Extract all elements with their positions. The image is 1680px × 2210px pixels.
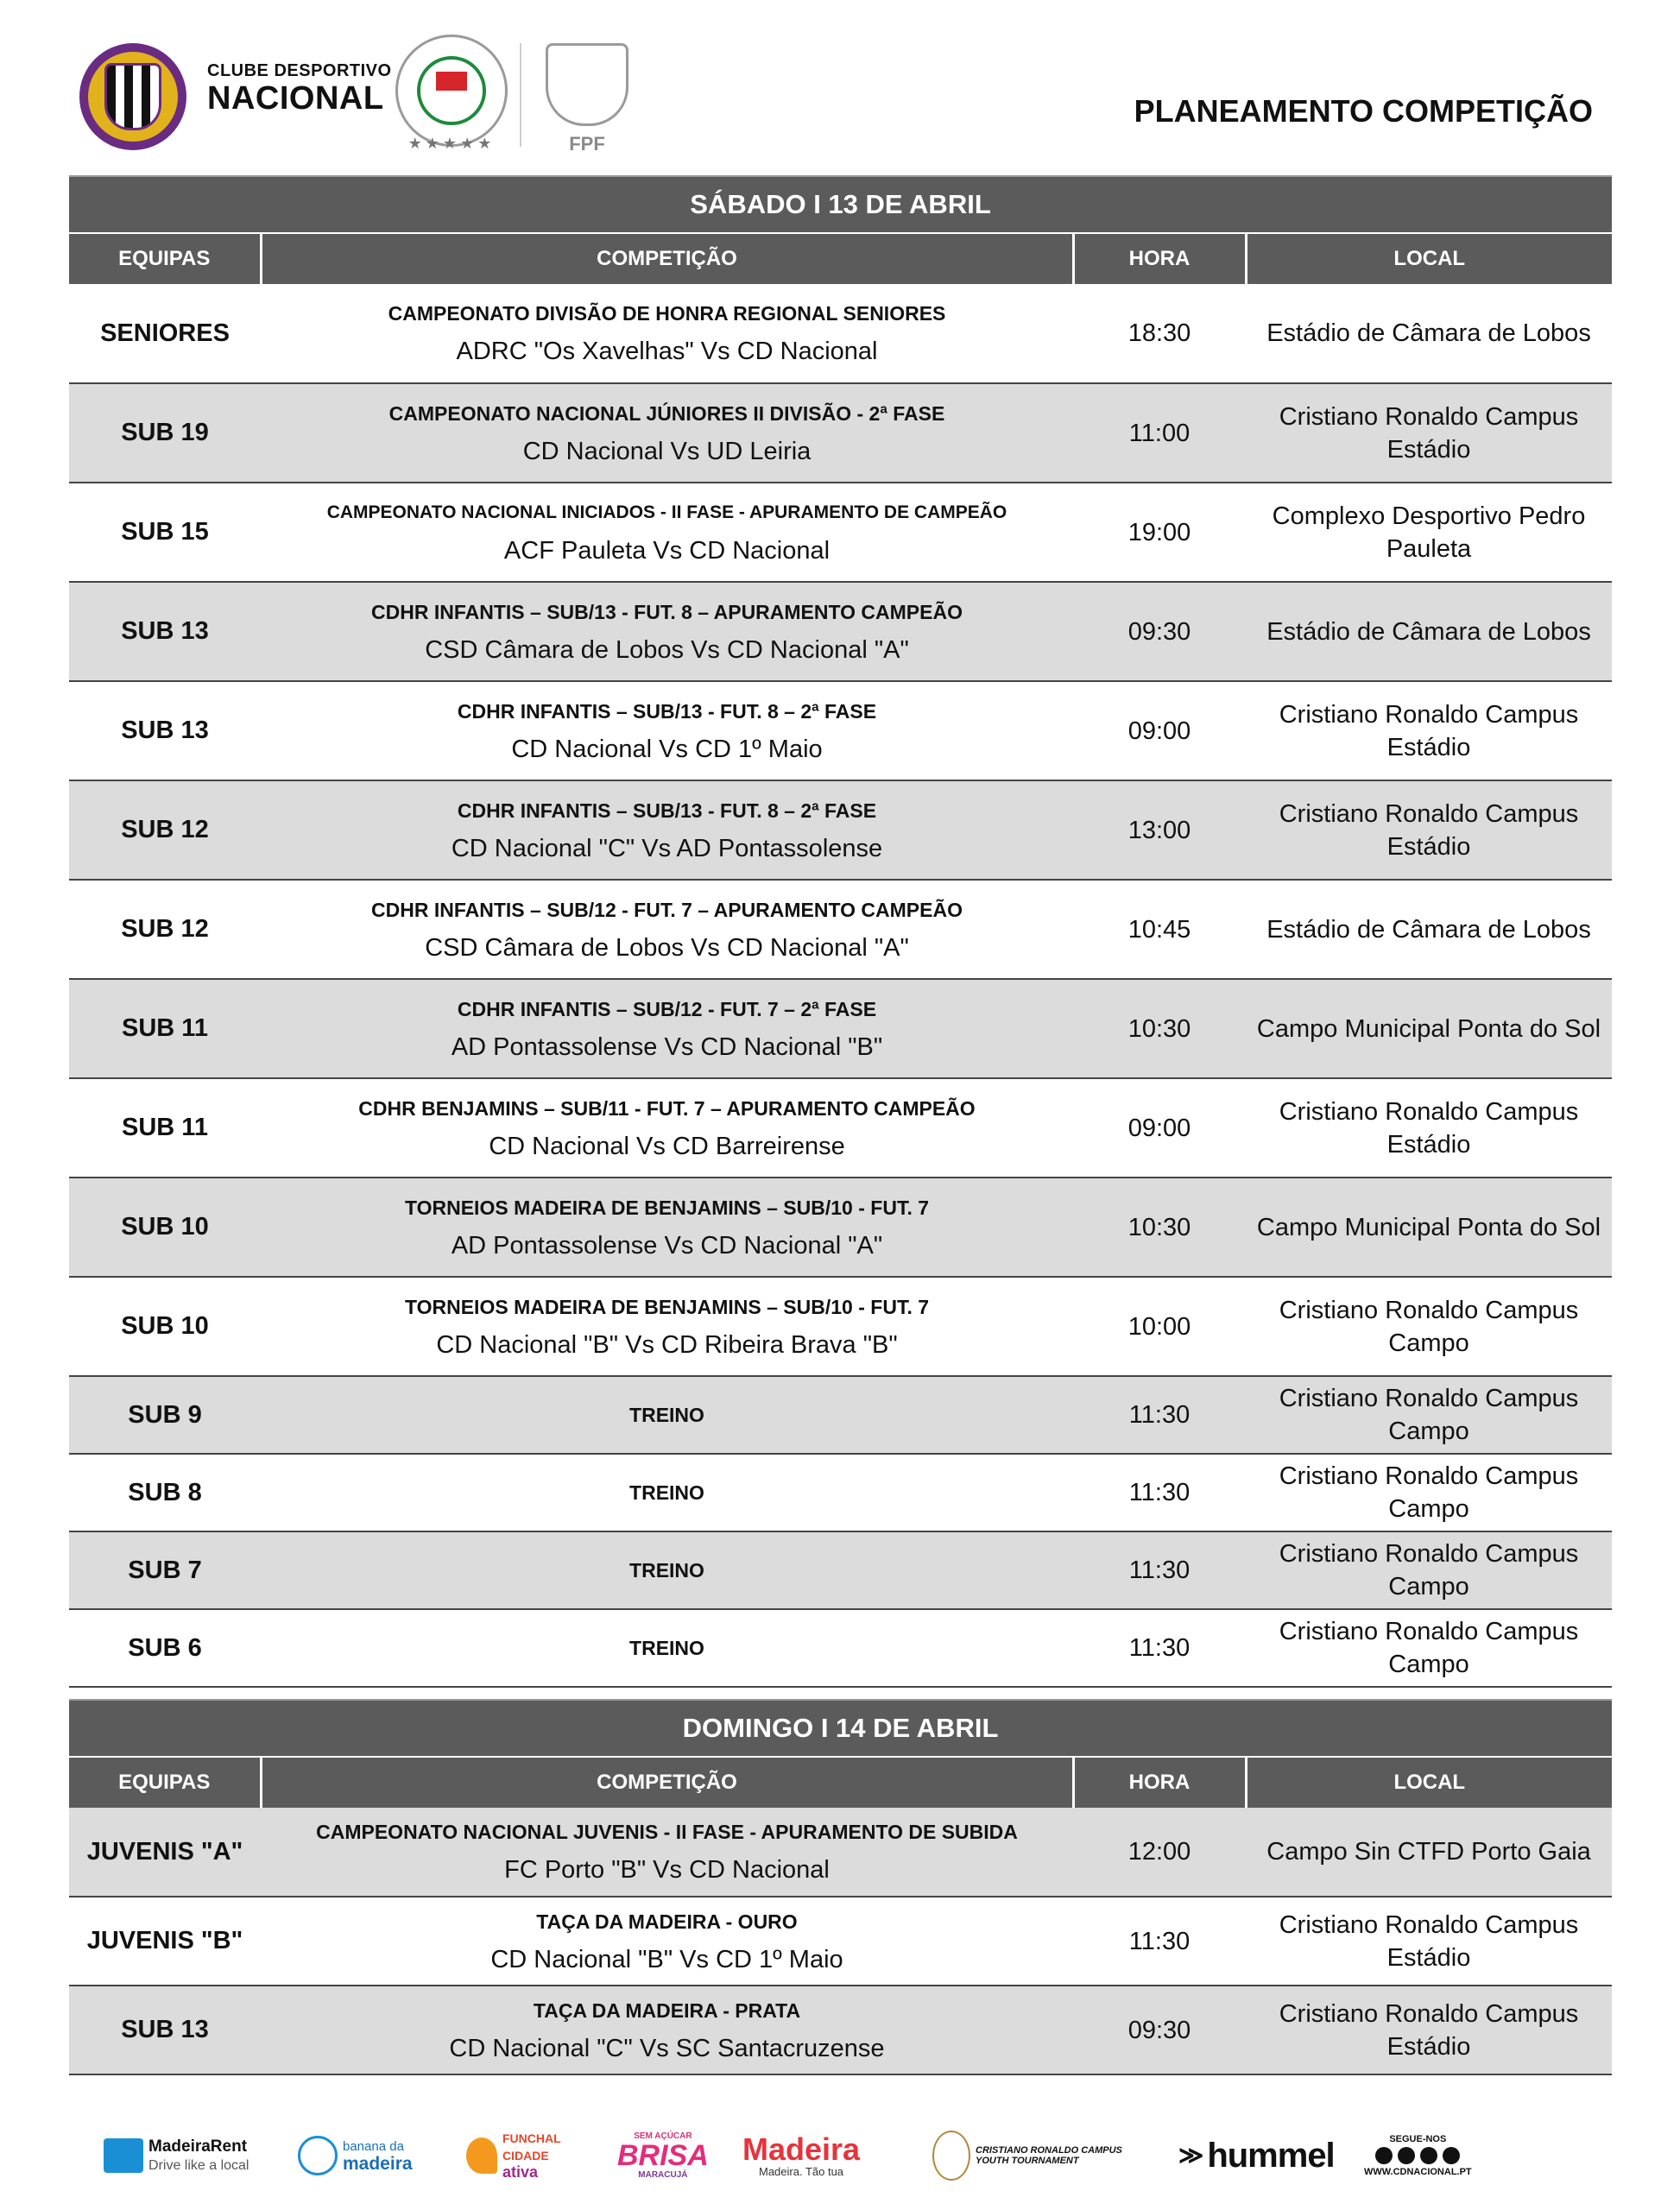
hour-cell: 09:00 — [1073, 1078, 1246, 1178]
match-fixture: CD Nacional "B" Vs CD Ribeira Brava "B" — [436, 1330, 898, 1359]
competition-title: CAMPEONATO NACIONAL JÚNIORES II DIVISÃO - 2ª FASE — [388, 401, 945, 425]
match-fixture: CSD Câmara de Lobos Vs CD Nacional "A" — [425, 635, 909, 664]
column-header-teams: EQUIPAS — [69, 1757, 261, 1808]
funchal-figure-icon — [466, 2137, 497, 2174]
table-row — [69, 582, 1612, 681]
team-cell: SUB 7 — [69, 1531, 261, 1609]
location-cell: Cristiano Ronaldo Campus Estádio — [1246, 1986, 1612, 2074]
match-fixture: AD Pontassolense Vs CD Nacional "A" — [451, 1231, 883, 1260]
match-fixture: CD Nacional Vs UD Leiria — [522, 437, 812, 465]
match-fixture: ACF Pauleta Vs CD Nacional — [503, 536, 831, 565]
madeira-tagline: Madeira. Tão tua — [759, 2164, 844, 2178]
hummel-logo: hummel — [1207, 2136, 1335, 2175]
banana-big: madeira — [343, 2154, 413, 2175]
competition-cell — [261, 1078, 1073, 1178]
team-cell: SUB 19 — [69, 383, 261, 483]
team-cell: SUB 15 — [69, 483, 261, 582]
competition-title: TREINO — [629, 1481, 704, 1504]
table-row — [69, 1078, 1612, 1178]
hour-cell: 11:30 — [1073, 1897, 1246, 1986]
hour-cell: 10:45 — [1073, 880, 1246, 979]
team-cell: SUB 13 — [69, 681, 261, 780]
location-cell: Cristiano Ronaldo Campus Estádio — [1246, 383, 1612, 483]
team-cell: SUB 6 — [69, 1609, 261, 1687]
match-fixture: CD Nacional "C" Vs SC Santacruzense — [449, 2034, 885, 2062]
team-cell: SUB 11 — [69, 1078, 261, 1178]
table-row — [69, 1609, 1612, 1687]
match-fixture: CSD Câmara de Lobos Vs CD Nacional "A" — [425, 933, 909, 962]
table-row — [69, 383, 1612, 483]
hour-cell: 11:30 — [1073, 1376, 1246, 1454]
competition-title: CAMPEONATO DIVISÃO DE HONRA REGIONAL SENIORES — [388, 302, 946, 325]
team-cell: SENIORES — [69, 284, 261, 383]
table-row — [69, 1531, 1612, 1609]
column-header-row — [69, 233, 1612, 284]
hour-cell: 18:30 — [1073, 284, 1246, 383]
location-cell: Cristiano Ronaldo Campus Campo — [1246, 1531, 1612, 1609]
hour-cell: 13:00 — [1073, 780, 1246, 880]
team-cell: SUB 13 — [69, 1986, 261, 2074]
team-cell: SUB 12 — [69, 780, 261, 880]
club-name — [207, 62, 392, 115]
competition-title: TREINO — [629, 1637, 704, 1659]
location-cell: Campo Sin CTFD Porto Gaia — [1246, 1808, 1612, 1897]
training-entity-seal-icon: ★★★★★ — [395, 35, 508, 147]
match-fixture: CD Nacional "B" Vs CD 1º Maio — [490, 1945, 843, 1973]
competition-title: CDHR INFANTIS – SUB/12 - FUT. 7 – APURAMENTO CAMPEÃO — [371, 898, 963, 921]
day-header-row — [69, 176, 1612, 233]
madeirarent-logo-icon — [104, 2138, 143, 2173]
location-cell: Estádio de Câmara de Lobos — [1246, 880, 1612, 979]
sponsor-banana-madeira — [298, 2125, 413, 2186]
table-row — [69, 1808, 1612, 1897]
fpf-logo — [540, 43, 635, 154]
competition-cell — [261, 1609, 1073, 1687]
instagram-icon[interactable] — [1398, 2147, 1415, 2164]
day-title: DOMINGO I 14 DE ABRIL — [69, 1700, 1612, 1757]
competition-cell — [261, 780, 1073, 880]
day-header-row — [69, 1700, 1612, 1757]
competition-title: CDHR INFANTIS – SUB/13 - FUT. 8 – 2ª FASE — [457, 799, 877, 822]
column-header-local: LOCAL — [1246, 1757, 1612, 1808]
page-title: PLANEAMENTO COMPETIÇÃO — [1134, 93, 1593, 129]
hour-cell: 19:00 — [1073, 483, 1246, 582]
cr-campus-line2: YOUTH TOURNAMENT — [976, 2156, 1079, 2166]
column-header-hour: HORA — [1073, 233, 1246, 284]
competition-title: CDHR INFANTIS – SUB/12 - FUT. 7 – 2ª FASE — [457, 997, 877, 1020]
funchal-line2: CIDADE — [502, 2149, 549, 2163]
location-cell: Cristiano Ronaldo Campus Campo — [1246, 1277, 1612, 1376]
club-name-big: NACIONAL — [207, 80, 384, 117]
location-cell: Complexo Desportivo Pedro Pauleta — [1246, 483, 1612, 582]
banana-logo-icon — [298, 2136, 338, 2175]
sponsor-hummel — [1178, 2125, 1335, 2186]
hour-cell: 09:00 — [1073, 681, 1246, 780]
competition-cell — [261, 1531, 1073, 1609]
competition-title: TORNEIOS MADEIRA DE BENJAMINS – SUB/10 - FUT. 7 — [404, 1295, 930, 1318]
competition-cell — [261, 880, 1073, 979]
match-fixture: ADRC "Os Xavelhas" Vs CD Nacional — [456, 338, 878, 365]
hour-cell: 10:30 — [1073, 979, 1246, 1078]
table-row — [69, 1454, 1612, 1531]
table-row — [69, 979, 1612, 1078]
competition-title: CAMPEONATO NACIONAL INICIADOS - II FASE - APURAMENTO DE CAMPEÃO — [326, 502, 1007, 522]
competition-cell — [261, 1808, 1073, 1897]
table-row — [69, 681, 1612, 780]
competition-title: TORNEIOS MADEIRA DE BENJAMINS – SUB/10 - FUT. 7 — [404, 1196, 930, 1219]
follow-label: SEGUE-NOS — [1389, 2134, 1447, 2144]
column-header-hour: HORA — [1073, 1757, 1246, 1808]
brisa-sub: MARACUJÁ — [638, 2170, 688, 2180]
madeira-logo: Madeira — [742, 2131, 861, 2167]
competition-title: CDHR BENJAMINS – SUB/11 - FUT. 7 – APURAMENTO CAMPEÃO — [358, 1096, 976, 1120]
team-cell: SUB 12 — [69, 880, 261, 979]
competition-title: CDHR INFANTIS – SUB/13 - FUT. 8 – 2ª FASE — [457, 699, 877, 723]
location-cell: Cristiano Ronaldo Campus Campo — [1246, 1609, 1612, 1687]
hour-cell: 10:00 — [1073, 1277, 1246, 1376]
club-crest-icon — [79, 43, 186, 150]
team-cell: JUVENIS "B" — [69, 1897, 261, 1986]
day-title: SÁBADO I 13 DE ABRIL — [69, 176, 1612, 233]
twitter-icon[interactable] — [1420, 2147, 1437, 2164]
competition-cell — [261, 1897, 1073, 1986]
competition-cell — [261, 1454, 1073, 1531]
location-cell: Estádio de Câmara de Lobos — [1246, 582, 1612, 681]
funchal-line3: ativa — [502, 2163, 539, 2181]
competition-cell — [261, 383, 1073, 483]
location-cell: Campo Municipal Ponta do Sol — [1246, 1178, 1612, 1277]
location-cell: Cristiano Ronaldo Campus Campo — [1246, 1454, 1612, 1531]
competition-cell — [261, 1277, 1073, 1376]
team-cell: SUB 13 — [69, 582, 261, 681]
banana-small: banana da — [343, 2138, 404, 2154]
competition-title: TREINO — [629, 1404, 704, 1426]
competition-cell — [261, 681, 1073, 780]
sponsor-madeirarent — [104, 2125, 249, 2186]
website-link[interactable]: WWW.CDNACIONAL.PT — [1364, 2167, 1472, 2177]
madeirarent-name: MadeiraRent — [148, 2137, 248, 2156]
competition-cell — [261, 979, 1073, 1078]
match-fixture: CD Nacional Vs CD 1º Maio — [511, 735, 823, 763]
madeirarent-tagline: Drive like a local — [148, 2157, 249, 2173]
column-header-competition: COMPETIÇÃO — [261, 233, 1073, 284]
sponsor-cr-campus — [932, 2125, 1122, 2186]
saturday-schedule-table — [69, 175, 1612, 1688]
hour-cell: 09:30 — [1073, 1986, 1246, 2074]
divider — [520, 43, 521, 147]
match-fixture: FC Porto "B" Vs CD Nacional — [504, 1856, 830, 1884]
hour-cell: 09:30 — [1073, 582, 1246, 681]
competition-cell — [261, 1178, 1073, 1277]
table-row — [69, 1897, 1612, 1986]
match-fixture: CD Nacional "C" Vs AD Pontassolense — [451, 834, 883, 862]
cr-campus-line1: CRISTIANO RONALDO CAMPUS — [976, 2144, 1122, 2156]
hour-cell: 11:00 — [1073, 383, 1246, 483]
competition-cell — [261, 1986, 1073, 2074]
table-row — [69, 1986, 1612, 2074]
location-cell: Cristiano Ronaldo Campus Estádio — [1246, 681, 1612, 780]
sponsors-footer — [95, 2125, 1519, 2194]
location-cell: Cristiano Ronaldo Campus Estádio — [1246, 780, 1612, 880]
youtube-icon[interactable] — [1443, 2147, 1460, 2164]
facebook-icon[interactable] — [1375, 2147, 1393, 2164]
location-cell: Cristiano Ronaldo Campus Estádio — [1246, 1897, 1612, 1986]
table-row — [69, 1376, 1612, 1454]
fpf-shield-icon — [546, 43, 628, 126]
location-cell: Campo Municipal Ponta do Sol — [1246, 979, 1612, 1078]
table-row — [69, 1277, 1612, 1376]
team-cell: JUVENIS "A" — [69, 1808, 261, 1897]
brisa-logo: BRISA — [617, 2139, 709, 2172]
team-cell: SUB 10 — [69, 1277, 261, 1376]
competition-title: TAÇA DA MADEIRA - PRATA — [533, 1998, 801, 2022]
table-row — [69, 483, 1612, 582]
column-header-competition: COMPETIÇÃO — [261, 1757, 1073, 1808]
club-name-small: CLUBE DESPORTIVO — [207, 61, 392, 80]
column-header-teams: EQUIPAS — [69, 233, 261, 284]
hummel-chevron-icon: ≫ — [1178, 2142, 1204, 2169]
competition-cell — [261, 1376, 1073, 1454]
sponsor-funchal — [466, 2125, 561, 2186]
funchal-line1: FUNCHAL — [502, 2131, 561, 2146]
location-cell: Estádio de Câmara de Lobos — [1246, 284, 1612, 383]
brisa-top: SEM AÇÚCAR — [634, 2131, 692, 2141]
table-row — [69, 284, 1612, 383]
sunday-schedule-table — [69, 1699, 1612, 2075]
hour-cell: 11:30 — [1073, 1531, 1246, 1609]
match-fixture: AD Pontassolense Vs CD Nacional "B" — [451, 1032, 883, 1061]
competition-title: TREINO — [629, 1559, 704, 1582]
social-links — [1364, 2125, 1472, 2186]
competition-title: TAÇA DA MADEIRA - OURO — [536, 1910, 798, 1933]
sponsor-brisa — [617, 2125, 709, 2186]
sponsor-madeira — [742, 2125, 860, 2186]
team-cell: SUB 8 — [69, 1454, 261, 1531]
competition-title: CDHR INFANTIS – SUB/13 - FUT. 8 – APURAMENTO CAMPEÃO — [371, 600, 963, 623]
location-cell: Cristiano Ronaldo Campus Estádio — [1246, 1078, 1612, 1178]
column-header-local: LOCAL — [1246, 233, 1612, 284]
table-row — [69, 880, 1612, 979]
match-fixture: CD Nacional Vs CD Barreirense — [489, 1132, 845, 1160]
competition-cell — [261, 483, 1073, 582]
hour-cell: 11:30 — [1073, 1609, 1246, 1687]
fpf-label: FPF — [569, 133, 605, 155]
cr-campus-badge-icon — [932, 2131, 970, 2181]
team-cell: SUB 10 — [69, 1178, 261, 1277]
page-header — [69, 35, 1614, 164]
hour-cell: 10:30 — [1073, 1178, 1246, 1277]
column-header-row — [69, 1757, 1612, 1808]
table-row — [69, 780, 1612, 880]
hour-cell: 11:30 — [1073, 1454, 1246, 1531]
hour-cell: 12:00 — [1073, 1808, 1246, 1897]
competition-cell — [261, 582, 1073, 681]
table-row — [69, 1178, 1612, 1277]
location-cell: Cristiano Ronaldo Campus Campo — [1246, 1376, 1612, 1454]
team-cell: SUB 9 — [69, 1376, 261, 1454]
competition-cell — [261, 284, 1073, 383]
team-cell: SUB 11 — [69, 979, 261, 1078]
competition-title: CAMPEONATO NACIONAL JUVENIS - II FASE - APURAMENTO DE SUBIDA — [316, 1821, 1018, 1843]
